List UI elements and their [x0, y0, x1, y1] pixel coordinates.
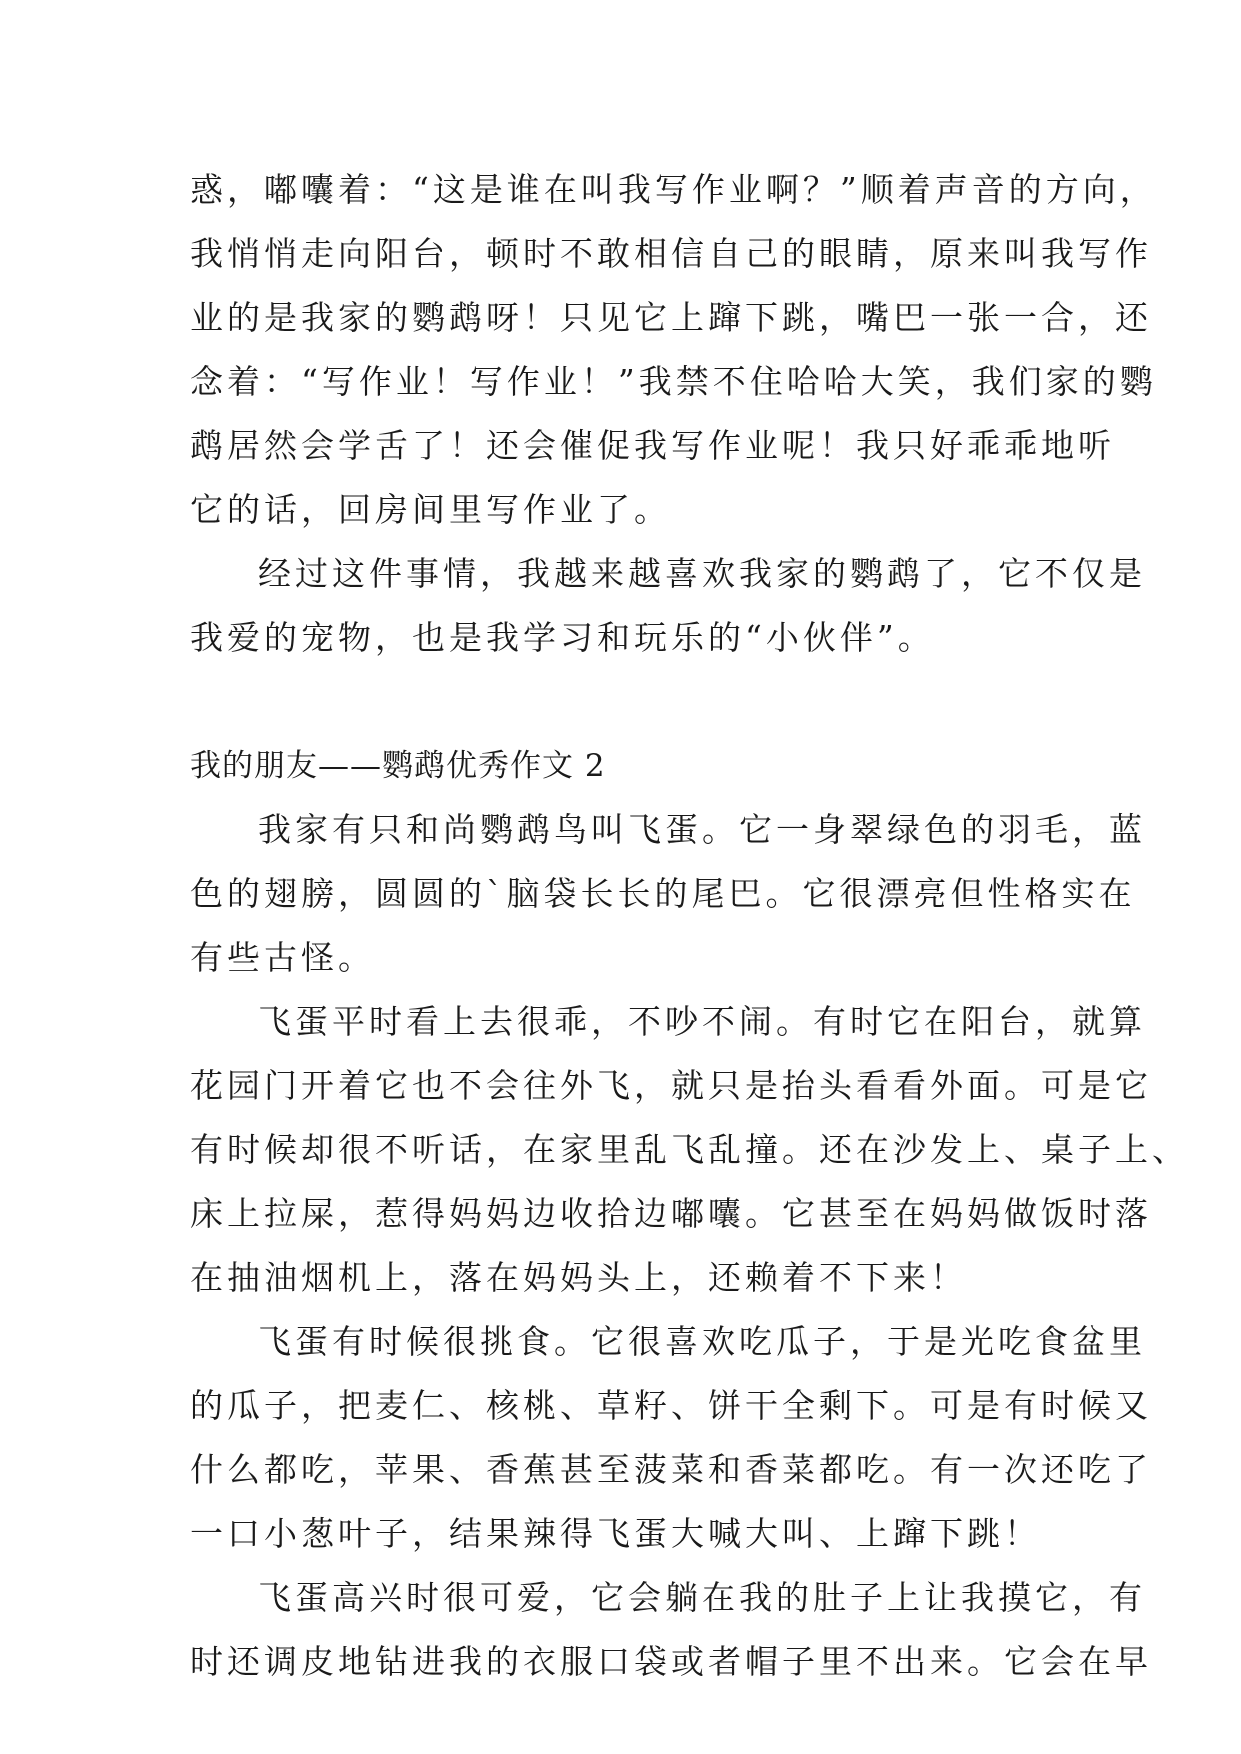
section-gap [190, 670, 1060, 734]
paragraph-3 [190, 798, 1146, 990]
text-line: 一口小葱叶子，结果辣得飞蛋大喊大叫、上蹿下跳！ [190, 1514, 1041, 1553]
text-line: 我爱的宠物，也是我学习和玩乐的“小伙伴”。 [190, 618, 935, 657]
essay-title: 我的朋友——鹦鹉优秀作文 2 [190, 748, 606, 784]
text-line: 的瓜子，把麦仁、核桃、草籽、饼干全剩下。可是有时候又 [190, 1386, 1152, 1425]
paragraph-2 [190, 542, 1146, 670]
text-line: 业的是我家的鹦鹉呀！只见它上蹿下跳，嘴巴一张一合，还 [190, 298, 1152, 337]
text-line: 我家有只和尚鹦鹉鸟叫飞蛋。它一身翠绿色的羽毛，蓝 [258, 810, 1146, 849]
text-line: 它的话，回房间里写作业了。 [190, 490, 671, 529]
text-line: 时还调皮地钻进我的衣服口袋或者帽子里不出来。它会在早 [190, 1642, 1152, 1681]
text-line: 鹉居然会学舌了！还会催促我写作业呢！我只好乖乖地听 [190, 426, 1115, 465]
text-line: 我悄悄走向阳台，顿时不敢相信自己的眼睛，原来叫我写作 [190, 234, 1152, 273]
text-line: 有时候却很不听话，在家里乱飞乱撞。还在沙发上、桌子上、 [190, 1130, 1189, 1169]
text-line: 飞蛋平时看上去很乖，不吵不闹。有时它在阳台，就算 [258, 1002, 1146, 1041]
text-line: 什么都吃，苹果、香蕉甚至菠菜和香菜都吃。有一次还吃了 [190, 1450, 1152, 1489]
paragraph-1 [190, 158, 1157, 542]
text-line: 飞蛋高兴时很可爱，它会躺在我的肚子上让我摸它，有 [258, 1578, 1146, 1617]
paragraph-6 [190, 1566, 1152, 1694]
paragraph-4 [190, 990, 1189, 1310]
text-line: 在抽油烟机上，落在妈妈头上，还赖着不下来！ [190, 1258, 967, 1297]
text-line: 飞蛋有时候很挑食。它很喜欢吃瓜子，于是光吃食盆里 [258, 1322, 1146, 1361]
paragraph-5 [190, 1310, 1152, 1566]
text-line: 色的翅膀，圆圆的`脑袋长长的尾巴。它很漂亮但性格实在 [190, 874, 1136, 913]
text-line: 有些古怪。 [190, 938, 375, 977]
text-line: 经过这件事情，我越来越喜欢我家的鹦鹉了，它不仅是 [258, 554, 1146, 593]
text-line: 床上拉屎，惹得妈妈边收拾边嘟囔。它甚至在妈妈做饭时落 [190, 1194, 1152, 1233]
document-body [190, 158, 1189, 1694]
text-line: 念着：“写作业！写作业！”我禁不住哈哈大笑，我们家的鹦 [190, 362, 1157, 401]
text-line: 惑，嘟囔着：“这是谁在叫我写作业啊？”顺着声音的方向， [190, 170, 1157, 209]
text-line: 花园门开着它也不会往外飞，就只是抬头看看外面。可是它 [190, 1066, 1152, 1105]
